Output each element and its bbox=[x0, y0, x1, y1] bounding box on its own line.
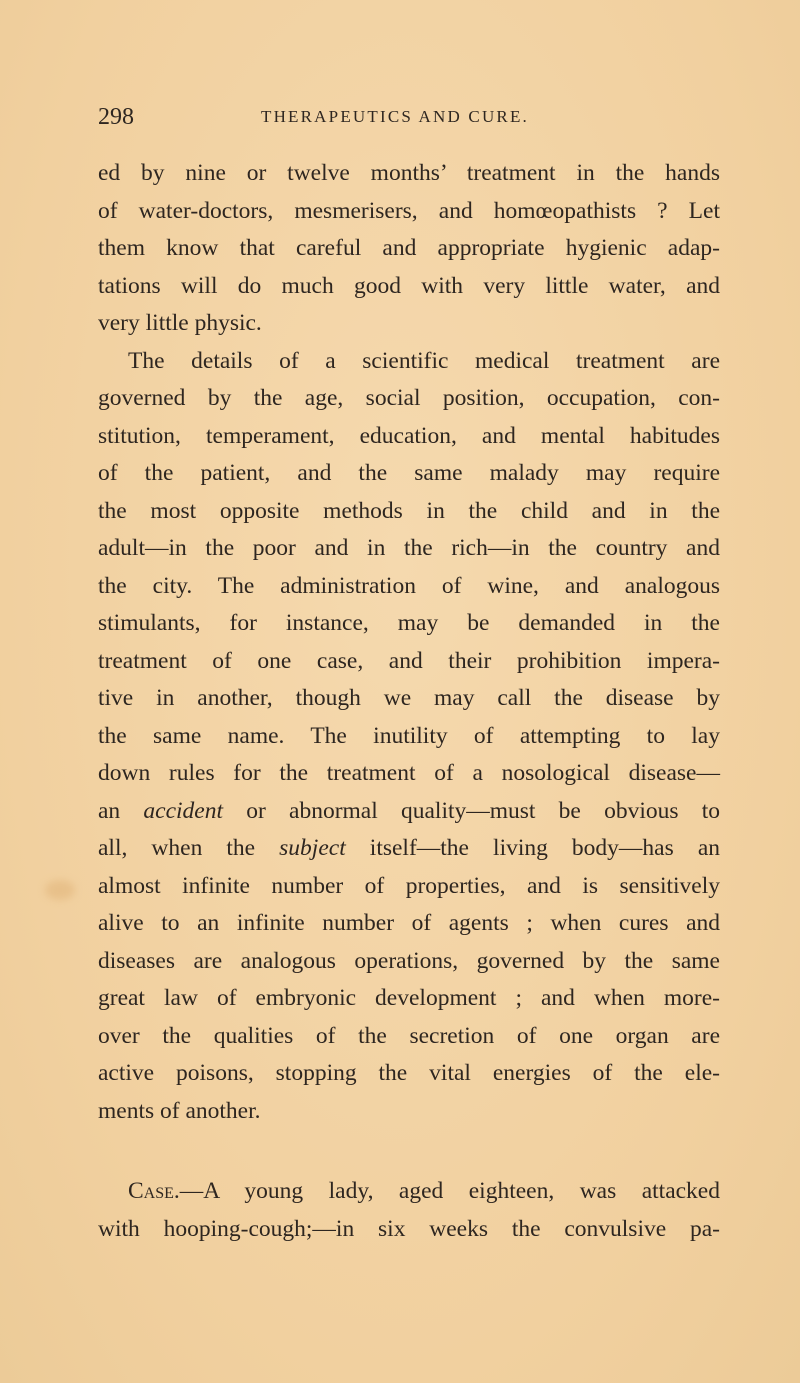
text-segment: all, when the bbox=[98, 835, 280, 861]
text-line: of the patient, and the same malady may require bbox=[98, 460, 720, 486]
page-stain bbox=[45, 880, 75, 900]
text-line: down rules for the treatment of a nosological disease— bbox=[98, 760, 720, 786]
text-line: ed by nine or twelve months’ treatment in the hands bbox=[98, 160, 720, 186]
text-line bbox=[98, 830, 720, 868]
text-line: almost infinite number of properties, and is sensitively bbox=[98, 872, 720, 899]
text-line: treatment of one case, and their prohibition impera- bbox=[98, 647, 720, 674]
italic-word: accident bbox=[143, 797, 224, 824]
text-line: the most opposite methods in the child and in the bbox=[98, 497, 720, 524]
text-line: very little physic. bbox=[98, 310, 262, 336]
text-line: with hooping-cough;—in six weeks the convulsive pa- bbox=[98, 1215, 720, 1242]
text-line: diseases are analogous operations, governed by the same bbox=[98, 947, 720, 974]
text-line: of water-doctors, mesmerisers, and homœopathists ? Let bbox=[98, 197, 720, 224]
text-line: the city. The administration of wine, and analogous bbox=[98, 572, 720, 599]
text-line: over the qualities of the secretion of one organ are bbox=[98, 1022, 720, 1049]
page-number: 298 bbox=[98, 104, 134, 130]
body-text bbox=[98, 155, 720, 1248]
text-line: The details of a scientific medical treatment are bbox=[128, 347, 720, 374]
text-line: stitution, temperament, education, and mental habitudes bbox=[98, 422, 720, 449]
text-line: great law of embryonic development ; and when more- bbox=[98, 985, 720, 1011]
text-segment: itself—the living body—has an bbox=[345, 835, 720, 861]
case-line bbox=[98, 1173, 720, 1211]
text-segment: —A young lady, aged eighteen, was attacked bbox=[179, 1178, 720, 1204]
text-line: active poisons, stopping the vital energies of the ele- bbox=[98, 1060, 720, 1086]
text-segment: or abnormal quality—must be obvious to bbox=[223, 797, 720, 824]
text-line: stimulants, for instance, may be demanded in the bbox=[98, 610, 720, 636]
text-line: them know that careful and appropriate hygienic adap- bbox=[98, 235, 720, 261]
text-line: governed by the age, social position, occupation, con- bbox=[98, 385, 720, 411]
text-line: tive in another, though we may call the disease by bbox=[98, 685, 720, 711]
text-line: the same name. The inutility of attempting to lay bbox=[98, 722, 720, 749]
page-header bbox=[98, 104, 720, 134]
text-line bbox=[98, 793, 720, 831]
text-segment: an bbox=[98, 797, 144, 824]
italic-word: subject bbox=[279, 835, 346, 861]
text-line: adult—in the poor and in the rich—in the country and bbox=[98, 535, 720, 561]
running-title: THERAPEUTICS AND CURE. bbox=[261, 107, 529, 126]
case-label: Case. bbox=[128, 1178, 180, 1204]
text-line: tations will do much good with very little water, and bbox=[98, 272, 720, 299]
text-line: ments of another. bbox=[98, 1097, 261, 1124]
text-line: alive to an infinite number of agents ; when cures and bbox=[98, 910, 720, 936]
